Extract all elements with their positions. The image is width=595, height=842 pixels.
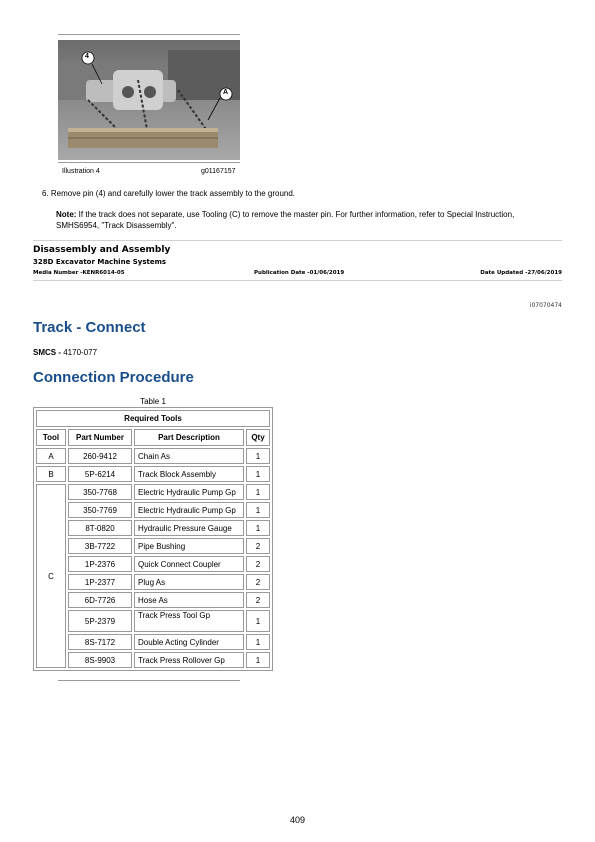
part-description-cell: Chain As [134, 448, 244, 464]
table-row [36, 520, 270, 536]
qty-cell: 1 [246, 520, 270, 536]
note-label: Note: [56, 210, 77, 219]
qty-cell: 1 [246, 610, 270, 632]
table-row [36, 610, 270, 632]
qty-cell: 1 [246, 448, 270, 464]
table-row [36, 592, 270, 608]
illustration-bottom-rule [58, 162, 240, 163]
column-header-part-description: Part Description [134, 429, 244, 446]
qty-cell: 2 [246, 574, 270, 590]
table-row [36, 556, 270, 572]
part-number-cell: 1P-2376 [68, 556, 132, 572]
part-description-cell: Plug As [134, 574, 244, 590]
part-description-cell: Quick Connect Coupler [134, 556, 244, 572]
smcs-value: 4170-077 [63, 348, 98, 357]
publication-date: Publication Date -01/06/2019 [254, 270, 345, 276]
callout-4: 4 [85, 53, 89, 60]
section-divider [33, 240, 562, 241]
table-caption: Table 1 [140, 397, 166, 406]
part-number-cell: 6D-7726 [68, 592, 132, 608]
table-row [36, 574, 270, 590]
note-text: If the track does not separate, use Tooling (C) to remove the master pin. For further information, refer to Special Instruction, SMHS6954, "Track Disassembly". [56, 210, 515, 230]
tool-cell: B [36, 466, 66, 482]
header-divider [33, 280, 562, 281]
procedure-title: Connection Procedure [33, 369, 194, 386]
table-row [36, 634, 270, 650]
table-heading: Required Tools [36, 410, 270, 427]
tool-cell: A [36, 448, 66, 464]
date-updated: Date Updated -27/06/2019 [480, 270, 562, 276]
part-number-cell: 350-7768 [68, 484, 132, 500]
part-number-cell: 3B-7722 [68, 538, 132, 554]
media-number: Media Number -KENR6014-05 [33, 270, 125, 276]
part-number-cell: 260-9412 [68, 448, 132, 464]
document-id: i07070474 [529, 302, 562, 309]
qty-cell: 1 [246, 466, 270, 482]
part-number-cell: 8S-9903 [68, 652, 132, 668]
qty-cell: 1 [246, 502, 270, 518]
table-row [36, 484, 270, 500]
part-number-cell: 8S-7172 [68, 634, 132, 650]
step-6: 6. Remove pin (4) and carefully lower the track assembly to the ground. [42, 189, 296, 198]
table-row [36, 652, 270, 668]
part-description-cell: Electric Hydraulic Pump Gp [134, 502, 244, 518]
smcs-code [33, 348, 97, 357]
part-description-cell: Hydraulic Pressure Gauge [134, 520, 244, 536]
qty-cell: 2 [246, 592, 270, 608]
illustration-top-rule [58, 34, 240, 35]
table-row [36, 502, 270, 518]
part-description-cell: Pipe Bushing [134, 538, 244, 554]
part-description-cell: Hose As [134, 592, 244, 608]
column-header-qty: Qty [246, 429, 270, 446]
table-row [36, 466, 270, 482]
note [56, 209, 546, 231]
part-number-cell: 8T-0820 [68, 520, 132, 536]
part-number-cell: 5P-6214 [68, 466, 132, 482]
part-description-cell: Track Press Tool Gp [134, 610, 244, 632]
illustration-photo [58, 40, 240, 160]
section-title: Track - Connect [33, 319, 146, 336]
qty-cell: 1 [246, 652, 270, 668]
part-number-cell: 1P-2377 [68, 574, 132, 590]
required-tools-table [33, 407, 273, 671]
qty-cell: 2 [246, 556, 270, 572]
qty-cell: 1 [246, 484, 270, 500]
part-description-cell: Track Press Rollover Gp [134, 652, 244, 668]
illustration-caption: Illustration 4 [62, 168, 100, 175]
page-number: 409 [289, 815, 306, 825]
part-description-cell: Track Block Assembly [134, 466, 244, 482]
qty-cell: 1 [246, 634, 270, 650]
document-subtitle: 328D Excavator Machine Systems [33, 258, 167, 266]
table-row [36, 448, 270, 464]
part-description-cell: Electric Hydraulic Pump Gp [134, 484, 244, 500]
illustration-code: g01167157 [201, 168, 236, 175]
column-header-part-number: Part Number [68, 429, 132, 446]
table-row [36, 538, 270, 554]
column-header-tool: Tool [36, 429, 66, 446]
part-number-cell: 350-7769 [68, 502, 132, 518]
qty-cell: 2 [246, 538, 270, 554]
smcs-label: SMCS - [33, 348, 64, 357]
part-description-cell: Double Acting Cylinder [134, 634, 244, 650]
part-number-cell: 5P-2379 [68, 610, 132, 632]
footer-rule [58, 680, 240, 681]
document-title: Disassembly and Assembly [33, 245, 171, 255]
callout-a: A [223, 89, 229, 96]
tool-cell: C [36, 484, 66, 668]
